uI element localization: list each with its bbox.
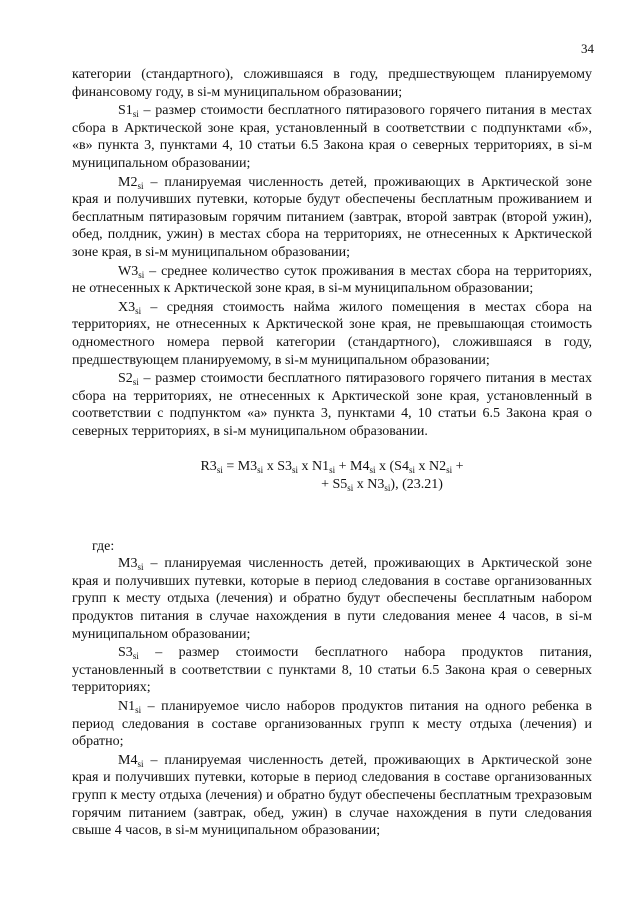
variable-symbol: N1 (118, 699, 136, 714)
paragraphs-bottom (72, 555, 592, 840)
paragraph (72, 752, 592, 840)
paragraph (72, 555, 592, 643)
paragraph-text: – среднее количество суток проживания в местах сбора на территориях, не отнесенных к Арктической зоне края, в si-м муниципальном образовании; (72, 263, 592, 297)
paragraph (72, 299, 592, 369)
paragraph (72, 698, 592, 751)
variable-subscript: si (135, 305, 142, 316)
paragraph-text: категории (стандартного), сложившаяся в году, предшествующем планируемому финансовому году, в si-м муниципальном образовании; (72, 67, 592, 100)
paragraph-text: – средняя стоимость найма жилого помещения в местах сбора на территориях, не отнесенных к Арктической зоне края, не превышающая стоимость одноместного номера первой категории (стандартного), сложившаяся в году, предшествующем планируемому, в si-м муниципальном образовании; (72, 299, 592, 368)
where-label: где: (92, 538, 115, 554)
variable-symbol: S3 (118, 645, 133, 661)
paragraph-text: – размер стоимости бесплатного пятиразового горячего питания в местах сбора на территориях, не отнесенных к Арктической зоне края, установленный в соответствии с подпунктом «а» пункта 3, пунктами 4, 10 статьи 6.5 Закона края о северных территориях, в si-м муниципальном образовании. (72, 371, 592, 439)
variable-symbol: S2 (118, 371, 133, 387)
formula-line-1: $R3_{si} = M3_{si}$ x $S3_{si}$ x $N1_{si} + M4_{si}$ x ($S4_{si}$ x $N2_{si}$ + (200, 459, 464, 476)
variable-subscript: si (132, 377, 139, 388)
formula-line-2: + $S5_{si}$ x $N3_{si}$), (23.21) (321, 477, 443, 494)
paragraph (72, 263, 592, 298)
paragraphs-top (72, 66, 592, 440)
formula-23-21 (72, 458, 592, 493)
paragraph-text: – планируемая численность детей, проживающих в Арктической зоне края и получивших путевки, которые в период следования в составе организованных групп к месту отдыха (лечения) и обратно будут обеспечены бесплатным набором продуктов питания в случае нахождения в пути следования менее 4 часов, в si-м муниципальном образовании; (72, 556, 592, 642)
document-body (72, 66, 592, 840)
variable-symbol: M4 (118, 752, 138, 768)
paragraph-text: – планируемая численность детей, проживающих в Арктической зоне края и получивших путевки, которые будут обеспечены бесплатным проживанием и бесплатным пятиразовым горячим питанием (завтрак, второй завтрак (второй ужин), обед, полдник, ужин) в местах сбора на территориях, не отнесенных к Арктической зоне края, в si-м муниципальном образовании; (72, 174, 592, 260)
variable-symbol: S1 (118, 103, 133, 119)
variable-subscript: si (137, 180, 144, 191)
variable-symbol: M3 (118, 556, 138, 572)
variable-subscript: si (132, 651, 139, 662)
variable-symbol: X3 (118, 299, 136, 315)
paragraph-text: – размер стоимости бесплатного пятиразового горячего питания в местах сбора в Арктической зоне края, установленный в соответствии с подпунктами «б», «в» пункта 3, пунктами 4, 10 статьи 6.5 Закона края о северных территориях, в si-м муниципальном образовании; (72, 103, 592, 171)
variable-symbol: M2 (118, 174, 138, 190)
paragraph (72, 644, 592, 697)
paragraph-text: – размер стоимости бесплатного набора продуктов питания, установленный в соответствии с пунктами 8, 10 статьи 6.5 Закона края о северных территориях; (72, 645, 592, 696)
paragraph (72, 370, 592, 440)
variable-subscript: si (137, 758, 144, 769)
paragraph (72, 66, 592, 101)
variable-subscript: si (135, 705, 142, 715)
variable-symbol: W3 (118, 263, 139, 279)
variable-subscript: si (138, 269, 145, 280)
paragraph-text: – планируемая численность детей, проживающих в Арктической зоне края и получивших путевки, которые в период следования в составе организованных групп к месту отдыха (лечения) и обратно будут обеспечены бесплатным трехразовым горячим питанием (завтрак, обед, ужин) в случае нахождения в пути следования свыше 4 часов, в si-м муниципальном образовании; (72, 752, 592, 839)
variable-subscript: si (132, 109, 139, 120)
paragraph-text: – планируемое число наборов продуктов питания на одного ребенка в период следования в составе организованных групп к месту отдыха (лечения) и обратно; (72, 699, 592, 750)
paragraph (72, 174, 592, 262)
page-number: 34 (581, 41, 594, 56)
variable-subscript: si (137, 562, 144, 573)
paragraph (72, 102, 592, 172)
